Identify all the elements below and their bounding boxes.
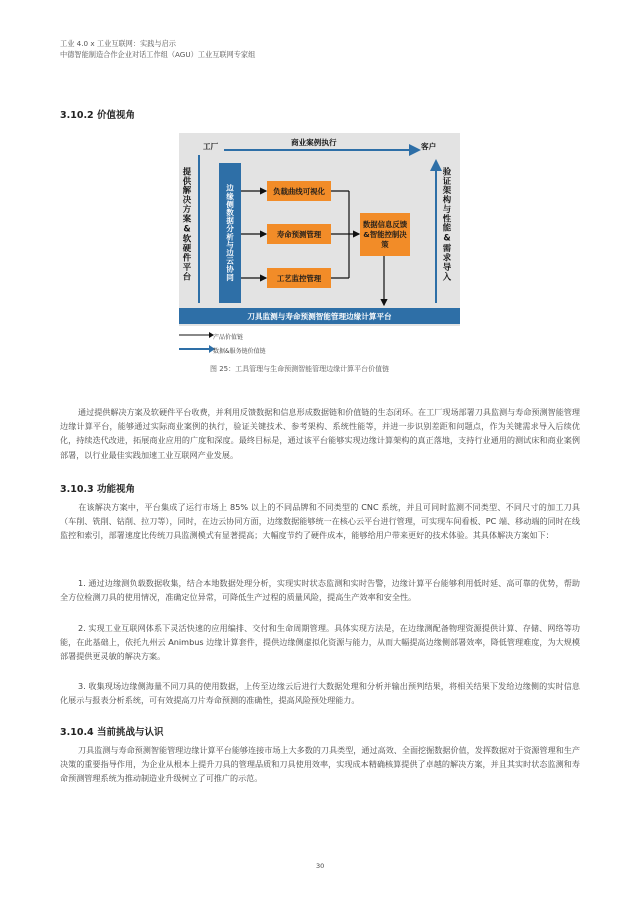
figure-caption: 图 25：工具管理与生命预测智能管理边缘计算平台价值链 [210, 365, 390, 373]
left-vertical-label: 提供解决方案&软硬件平台 [182, 167, 192, 282]
edge-analysis-column [219, 163, 241, 303]
header-title: 工业 4.0 x 工业互联网：实践与启示 [60, 39, 176, 48]
paragraph-function-intro-text: 在该解决方案中，平台集成了运行市场上 85% 以上的不同品牌和不同类型的 CNC 系统，并且可同时监测不同类型、不同尺寸的加工刀具（车削、铣削、钻削、拉刀等），同时，在边云协同方面，边缘数据能够统一在核心云平台进行管理，可实现车间看板、PC 端、移动端的同时在线监控和索引，部署速度比传统刀具监测模式有显著提高；大幅度节约了硬件成本，能够给用户带来更好的技术体验。其具体解决方案如下： [60, 502, 580, 541]
life-prediction-box: 寿命预测管理 [267, 224, 331, 244]
paragraph-point-2-text: 2. 实现工业互联网体系下灵活快速的应用编排、交付和生命周期管理。具体实现方法是，在边缘测配备物理资源提供计算、存储、网络等功能，在此基础上，依托九州云 Animbus 边缘计算套件，提供边缘侧虚拟化资源与能力，从而大幅提高边缘侧部署效率，降低管理难度，为大规模部署提供更灵敏的解决方案。 [60, 623, 580, 662]
load-curve-box: 负载曲线可视化 [267, 181, 331, 201]
feedback-decision-box: 数据信息反馈&智能控制决策 [360, 213, 410, 256]
right-vertical-label: 验证架构与性能&需求导入 [442, 167, 452, 282]
section-heading-challenges: 3.10.4 当前挑战与认识 [60, 727, 164, 738]
factory-label: 工厂 [203, 142, 219, 151]
value-chain-figure [179, 133, 460, 326]
paragraph-challenges-text: 刀具监测与寿命预测智能管理边缘计算平台能够连接市场上大多数的刀具类型，通过高效、全面挖掘数据价值，发挥数据对于资源管理和生产决策的重要指导作用，为企业从根本上提升刀具的管理品质和刀具使用效率，实现成本精确核算提供了卓越的解决方案，并且其实时状态监测和寿命预测管理系统为推动制造业升级树立了可推广的示范。 [60, 745, 580, 784]
business-case-label: 商业案例执行 [291, 138, 337, 147]
header-subtitle: 中德智能制造合作企业对话工作组（AGU）工业互联网专家组 [60, 50, 256, 59]
paragraph-value-view [60, 405, 580, 462]
process-monitor-box: 工艺监控管理 [267, 268, 331, 288]
customer-label: 客户 [421, 142, 437, 151]
section-heading-value: 3.10.2 价值视角 [60, 110, 135, 121]
legend-data-service-chain: 数据&服务链价值链 [213, 348, 266, 355]
paragraph-point-3 [60, 679, 580, 707]
edge-analysis-label: 边缘侧数据分析与边云协同 [225, 184, 235, 282]
paragraph-point-1-text: 1. 通过边缘测负载数据收集，结合本地数据处理分析，实现实时状态监测和实时告警，边缘计算平台能够利用低时延、高可靠的优势，帮助全方位检测刀具的使用情况，准确定位异常，可降低生产过程的质量风险，提高生产效率和安全性。 [60, 578, 580, 603]
paragraph-value-view-text: 通过提供解决方案及软硬件平台收费，并利用反馈数据和信息形成数据链和价值链的生态闭环。在工厂现场部署刀具监测与寿命预测智能管理边缘计算平台，能够通过实际商业案例的执行，验证关键技术、参考架构、系统性能等，并进一步识别差距和问题点，作为关键需求导入后续优化，持续迭代改进，拓展商业应用的广度和深度。最终目标是，通过该平台能够实现边缘计算架构的真正落地，支持行业通用的测试床和商业案例部署，以行业最佳实践加速工业互联网产业发展。 [60, 407, 580, 460]
legend-product-chain: 产品价值链 [213, 334, 244, 341]
platform-bar: 刀具监测与寿命预测智能管理边缘计算平台 [179, 308, 460, 324]
section-heading-function: 3.10.3 功能视角 [60, 484, 135, 495]
page-number: 30 [316, 862, 325, 870]
paragraph-challenges [60, 743, 580, 786]
paragraph-point-1 [60, 576, 580, 604]
running-header [60, 38, 255, 60]
paragraph-point-2 [60, 621, 580, 664]
paragraph-point-3-text: 3. 收集现场边缘侧海量不同刀具的使用数据，上传至边缘云后进行大数据处理和分析并输出预判结果，将相关结果下发给边缘侧的实时信息化展示与报表分析系统，可有效提高刀片寿命预测的准确性，提高风险预处理能力。 [60, 681, 580, 706]
paragraph-function-intro [60, 500, 580, 543]
